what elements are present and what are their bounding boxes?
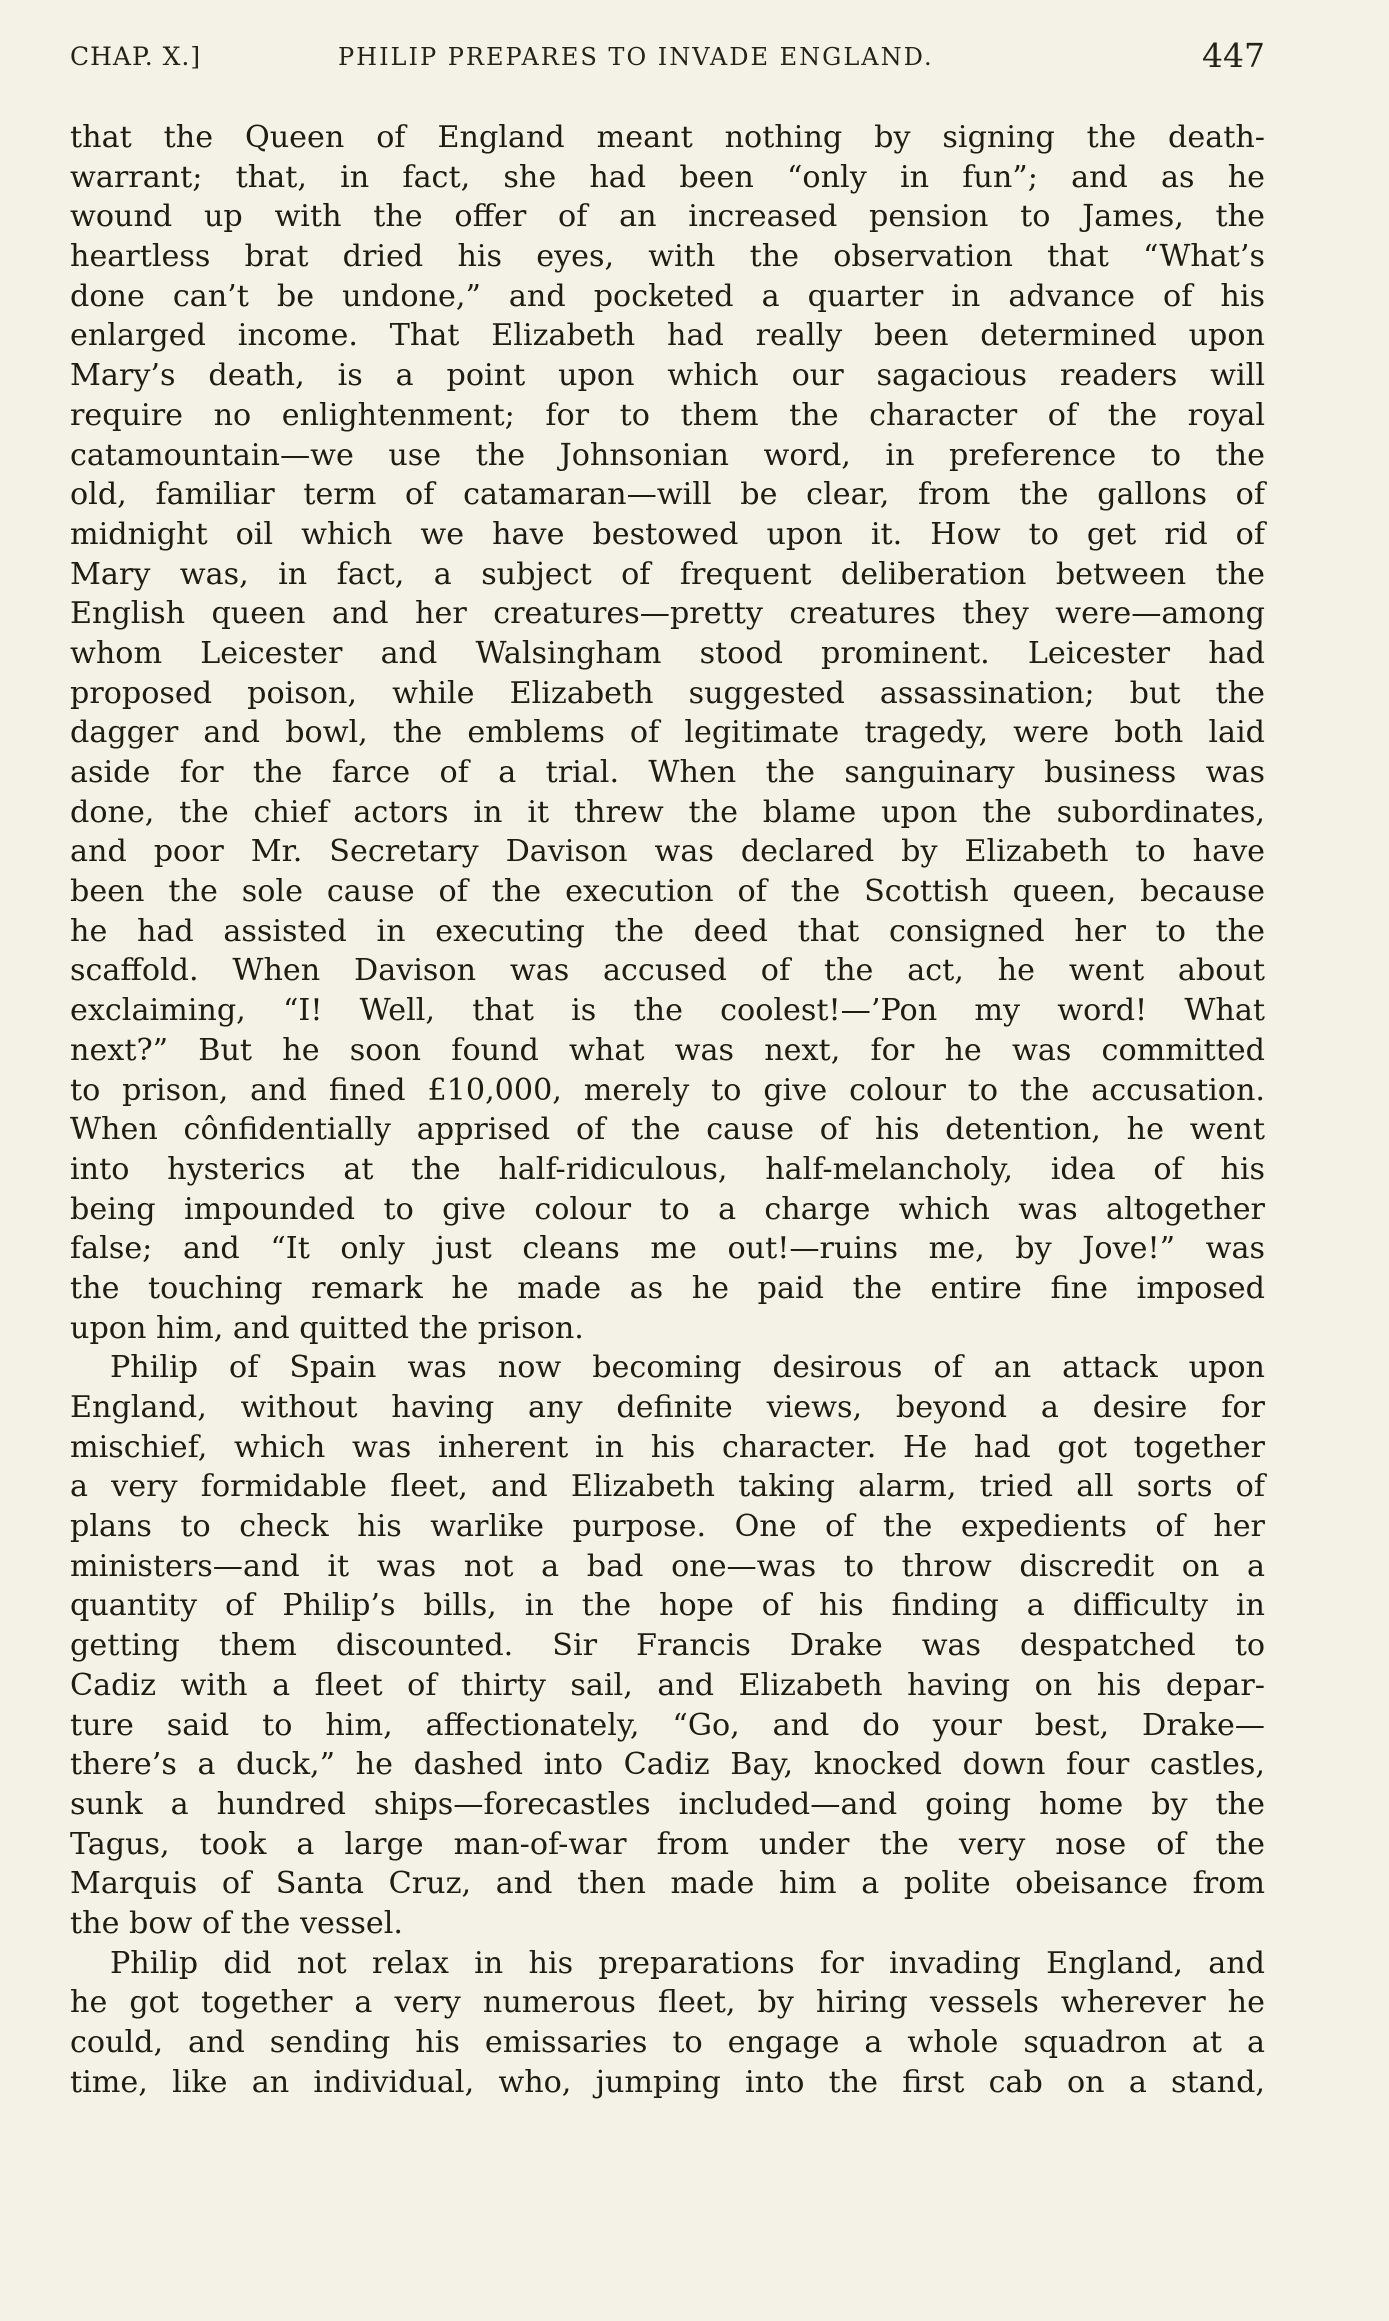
text-line: the touching remark he made as he paid the entire fine imposed	[70, 1270, 1265, 1306]
text-line: sunk a hundred ships—forecastles included—and going home by the	[70, 1786, 1265, 1822]
text-line: done can’t be undone,” and pocketed a quarter in advance of his	[70, 278, 1265, 314]
text-line: upon him, and quitted the prison.	[70, 1310, 584, 1346]
page-number: 447	[1202, 36, 1265, 75]
text-line: England, without having any definite views, beyond a desire for	[70, 1390, 1265, 1425]
text-line: the bow of the vessel.	[70, 1905, 403, 1941]
text-line: time, like an individual, who, jumping into the first cab on a stand,	[70, 2064, 1265, 2100]
text-line: he got together a very numerous fleet, by hiring vessels wherever he	[70, 1985, 1265, 2021]
text-line: warrant; that, in fact, she had been “only in fun”; and as he	[70, 159, 1265, 195]
running-header	[70, 36, 1265, 76]
text-line: Cadiz with a fleet of thirty sail, and Elizabeth having on his depar-	[70, 1667, 1265, 1703]
text-line: Marquis of Santa Cruz, and then made him a polite obeisance from	[70, 1866, 1265, 1902]
text-line: a very formidable fleet, and Elizabeth taking alarm, tried all sorts of	[70, 1469, 1265, 1505]
text-line: heartless brat dried his eyes, with the observation that “What’s	[70, 239, 1265, 275]
chapter-label: CHAP. X.]	[70, 42, 202, 71]
text-line: to prison, and fined £10,000, merely to give colour to the accusation.	[70, 1072, 1265, 1108]
text-line: false; and “It only just cleans me out!—ruins me, by Jove!” was	[70, 1231, 1265, 1267]
text-line: and poor Mr. Secretary Davison was declared by Elizabeth to have	[70, 834, 1265, 870]
text-line: Mary’s death, is a point upon which our sagacious readers will	[70, 358, 1265, 394]
text-line: whom Leicester and Walsingham stood prominent. Leicester had	[70, 635, 1265, 671]
body-text	[70, 118, 1265, 2102]
text-line: plans to check his warlike purpose. One of the expedients of her	[70, 1509, 1265, 1545]
text-line: mischief, which was inherent in his character. He had got together	[70, 1429, 1265, 1465]
paragraph-first-line: Philip did not relax in his preparations for invading England, and	[110, 1945, 1265, 1981]
text-line: scaffold. When Davison was accused of the act, he went about	[70, 953, 1265, 989]
text-line: wound up with the offer of an increased pension to James, the	[70, 199, 1265, 235]
text-line: Mary was, in fact, a subject of frequent deliberation between the	[70, 556, 1265, 592]
text-line: ministers—and it was not a bad one—was to throw discredit on a	[70, 1548, 1265, 1584]
text-line: being impounded to give colour to a charge which was altogether	[70, 1191, 1265, 1227]
text-line: could, and sending his emissaries to engage a whole squadron at a	[70, 2025, 1265, 2060]
text-line: old, familiar term of catamaran—will be clear, from the gallons of	[70, 477, 1265, 513]
text-line: been the sole cause of the execution of the Scottish queen, because	[70, 874, 1265, 910]
text-line: there’s a duck,” he dashed into Cadiz Bay, knocked down four castles,	[70, 1747, 1265, 1783]
text-line: that the Queen of England meant nothing by signing the death-	[70, 120, 1265, 155]
text-line: exclaiming, “I! Well, that is the coolest!—’Pon my word! What	[70, 993, 1265, 1029]
text-line: catamountain—we use the Johnsonian word, in preference to the	[70, 437, 1265, 473]
page-title: PHILIP PREPARES TO INVADE ENGLAND.	[338, 43, 934, 71]
text-line: into hysterics at the half-ridiculous, half-melancholy, idea of his	[70, 1151, 1265, 1187]
text-line: midnight oil which we have bestowed upon it. How to get rid of	[70, 516, 1265, 552]
text-line: quantity of Philip’s bills, in the hope of his finding a difficulty in	[70, 1588, 1265, 1624]
text-line: done, the chief actors in it threw the blame upon the subordinates,	[70, 794, 1265, 830]
text-line: next?” But he soon found what was next, for he was committed	[70, 1032, 1265, 1068]
text-line: English queen and her creatures—pretty creatures they were—among	[70, 596, 1265, 632]
text-line: he had assisted in executing the deed that consigned her to the	[70, 913, 1265, 949]
text-line: require no enlightenment; for to them the character of the royal	[70, 397, 1265, 433]
paragraph-first-line: Philip of Spain was now becoming desirous of an attack upon	[110, 1350, 1265, 1386]
text-line: proposed poison, while Elizabeth suggested assassination; but the	[70, 675, 1265, 711]
text-line: Tagus, took a large man-of-war from under the very nose of the	[70, 1826, 1265, 1862]
text-line: aside for the farce of a trial. When the sanguinary business was	[70, 755, 1265, 790]
text-line: enlarged income. That Elizabeth had really been determined upon	[70, 318, 1265, 354]
text-line: When cônfidentially apprised of the cause of his detention, he went	[70, 1112, 1265, 1148]
text-line: getting them discounted. Sir Francis Drake was despatched to	[70, 1628, 1265, 1664]
text-line: ture said to him, affectionately, “Go, and do your best, Drake—	[70, 1707, 1265, 1743]
text-line: dagger and bowl, the emblems of legitimate tragedy, were both laid	[70, 715, 1265, 751]
